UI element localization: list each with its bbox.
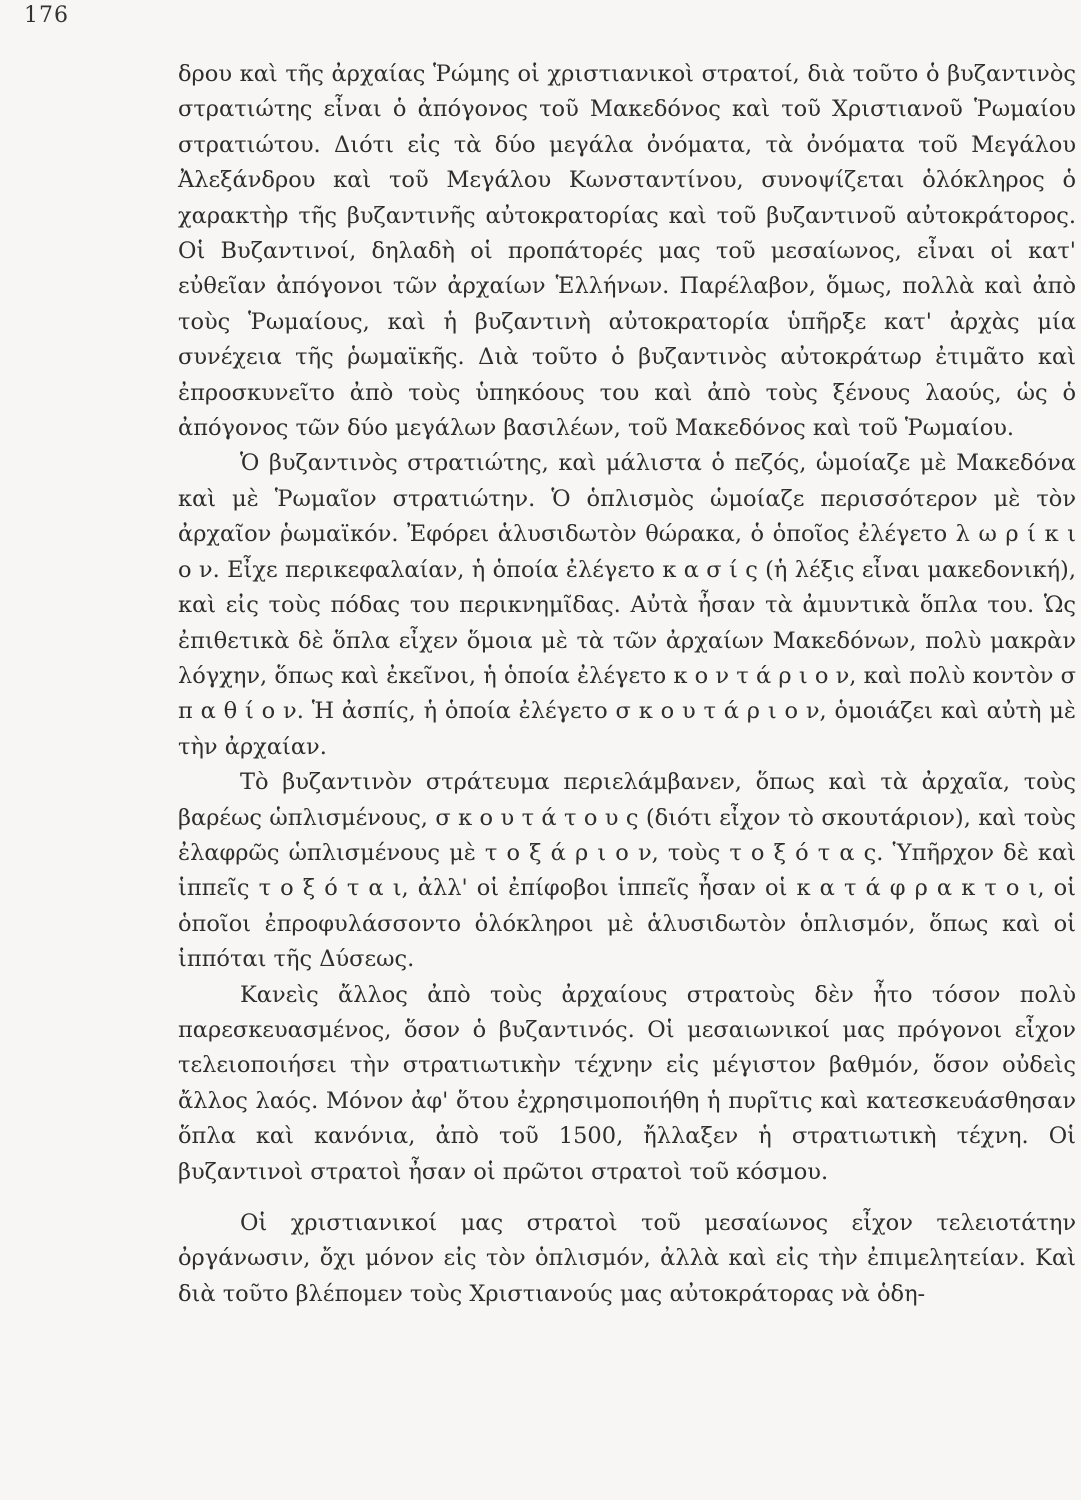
paragraph-2: Ὁ βυζαντινὸς στρατιώτης, καὶ μάλιστα ὁ πεζός, ὡμοίαζε μὲ Μακεδόνα καὶ μὲ Ῥωμαῖον στρατιώτην. Ὁ ὁπλισμὸς ὡμοίαζε περισσότερον μὲ τὸν ἀρχαῖον ῥωμαϊκόν. Ἐφόρει ἁλυσιδωτὸν θώρακα, ὁ ὁποῖος ἐλέγετο λ ω ρ ί κ ι ο ν. Εἶχε περικεφαλαίαν, ἡ ὁποία ἐλέγετο κ α σ ί ς (ἡ λέξις εἶναι μακεδονική), καὶ εἰς τοὺς πόδας του περικνημῖδας. Αὐτὰ ἦσαν τὰ ἀμυντικὰ ὅπλα του. Ὡς ἐπιθετικὰ δὲ ὅπλα εἶχεν ὅμοια μὲ τὰ τῶν ἀρχαίων Μακεδόνων, πολὺ μακρὰν λόγχην, ὅπως καὶ ἐκεῖνοι, ἡ ὁποία ἐλέγετο κ ο ν τ ά ρ ι ο ν, καὶ πολὺ κοντὸν σ π α θ ί ο ν. Ἡ ἀσπίς, ἡ ὁποία ἐλέγετο σ κ ο υ τ ά ρ ι ο ν, ὁμοιάζει καὶ αὐτὴ μὲ τὴν ἀρχαίαν. [178,450,1076,760]
paragraph-1: δρου καὶ τῆς ἀρχαίας Ῥώμης οἱ χριστιανικοὶ στρατοί, διὰ τοῦτο ὁ βυζαντινὸς στρατιώτης εἶναι ὁ ἀπόγονος τοῦ Μακεδόνος καὶ τοῦ Χριστιανοῦ Ῥωμαίου στρατιώτου. Διότι εἰς τὰ δύο μεγάλα ὀνόματα, τὰ ὀνόματα τοῦ Μεγάλου Ἀλεξάνδρου καὶ τοῦ Μεγάλου Κωνσταντίνου, συνοψίζεται ὁλόκληρος ὁ χαρακτὴρ τῆς βυζαντινῆς αὐτοκρατορίας καὶ τοῦ βυζαντινοῦ αὐτοκράτορος. Οἱ Βυζαντινοί, δηλαδὴ οἱ προπάτορές μας τοῦ μεσαίωνος, εἶναι οἱ κατ' εὐθεῖαν ἀπόγονοι τῶν ἀρχαίων Ἑλλήνων. Παρέλαβον, ὅμως, πολλὰ καὶ ἀπὸ τοὺς Ῥωμαίους, καὶ ἡ βυζαντινὴ αὐτοκρατορία ὑπῆρξε κατ' ἀρχὰς μία συνέχεια τῆς ῥωμαϊκῆς. Διὰ τοῦτο ὁ βυζαντινὸς αὐτοκράτωρ ἐτιμᾶτο καὶ ἐπροσκυνεῖτο ἀπὸ τοὺς ὑπηκόους του καὶ ἀπὸ τοὺς ξένους λαούς, ὡς ὁ ἀπόγονος τῶν δύο μεγάλων βασιλέων, τοῦ Μακεδόνος καὶ τοῦ Ῥωμαίου. [178,61,1076,442]
paragraph-3: Τὸ βυζαντινὸν στράτευμα περιελάμβανεν, ὅπως καὶ τὰ ἀρχαῖα, τοὺς βαρέως ὡπλισμένους, σ κ ο υ τ ά τ ο υ ς (διότι εἶχον τὸ σκουτάριον), καὶ τοὺς ἐλαφρῶς ὡπλισμένους μὲ τ ο ξ ά ρ ι ο ν, τοὺς τ ο ξ ό τ α ς. Ὑπῆρχον δὲ καὶ ἱππεῖς τ ο ξ ό τ α ι, ἀλλ' οἱ ἐπίφοβοι ἱππεῖς ἦσαν οἱ κ α τ ά φ ρ α κ τ ο ι, οἱ ὁποῖοι ἐπροφυλάσσοντο ὁλόκληροι μὲ ἁλυσιδωτὸν ὁπλισμόν, ὅπως καὶ οἱ ἱππόται τῆς Δύσεως. [178,769,1076,973]
page-number: 176 [24,3,69,28]
body-text [178,57,1076,1312]
paragraph-4: Κανεὶς ἄλλος ἀπὸ τοὺς ἀρχαίους στρατοὺς δὲν ἦτο τόσον πολὺ παρεσκευασμένος, ὅσον ὁ βυζαντινός. Οἱ μεσαιωνικοί μας πρόγονοι εἶχον τελειοποιήσει τὴν στρατιωτικὴν τέχνην εἰς μέγιστον βαθμόν, ὅσον οὐδεὶς ἄλλος λαός. Μόνον ἀφ' ὅτου ἐχρησιμοποιήθη ἡ πυρῖτις καὶ κατεσκευάσθησαν ὅπλα καὶ κανόνια, ἀπὸ τοῦ 1500, ἤλλαξεν ἡ στρατιωτικὴ τέχνη. Οἱ βυζαντινοὶ στρατοὶ ἦσαν οἱ πρῶτοι στρατοὶ τοῦ κόσμου. [178,981,1076,1185]
paragraph-5: Οἱ χριστιανικοί μας στρατοὶ τοῦ μεσαίωνος εἶχον τελειοτάτην ὀργάνωσιν, ὄχι μόνον εἰς τὸν ὁπλισμόν, ἀλλὰ καὶ εἰς τὴν ἐπιμελητείαν. Καὶ διὰ τοῦτο βλέπομεν τοὺς Χριστιανούς μας αὐτοκράτορας νὰ ὁδη- [178,1210,1076,1307]
